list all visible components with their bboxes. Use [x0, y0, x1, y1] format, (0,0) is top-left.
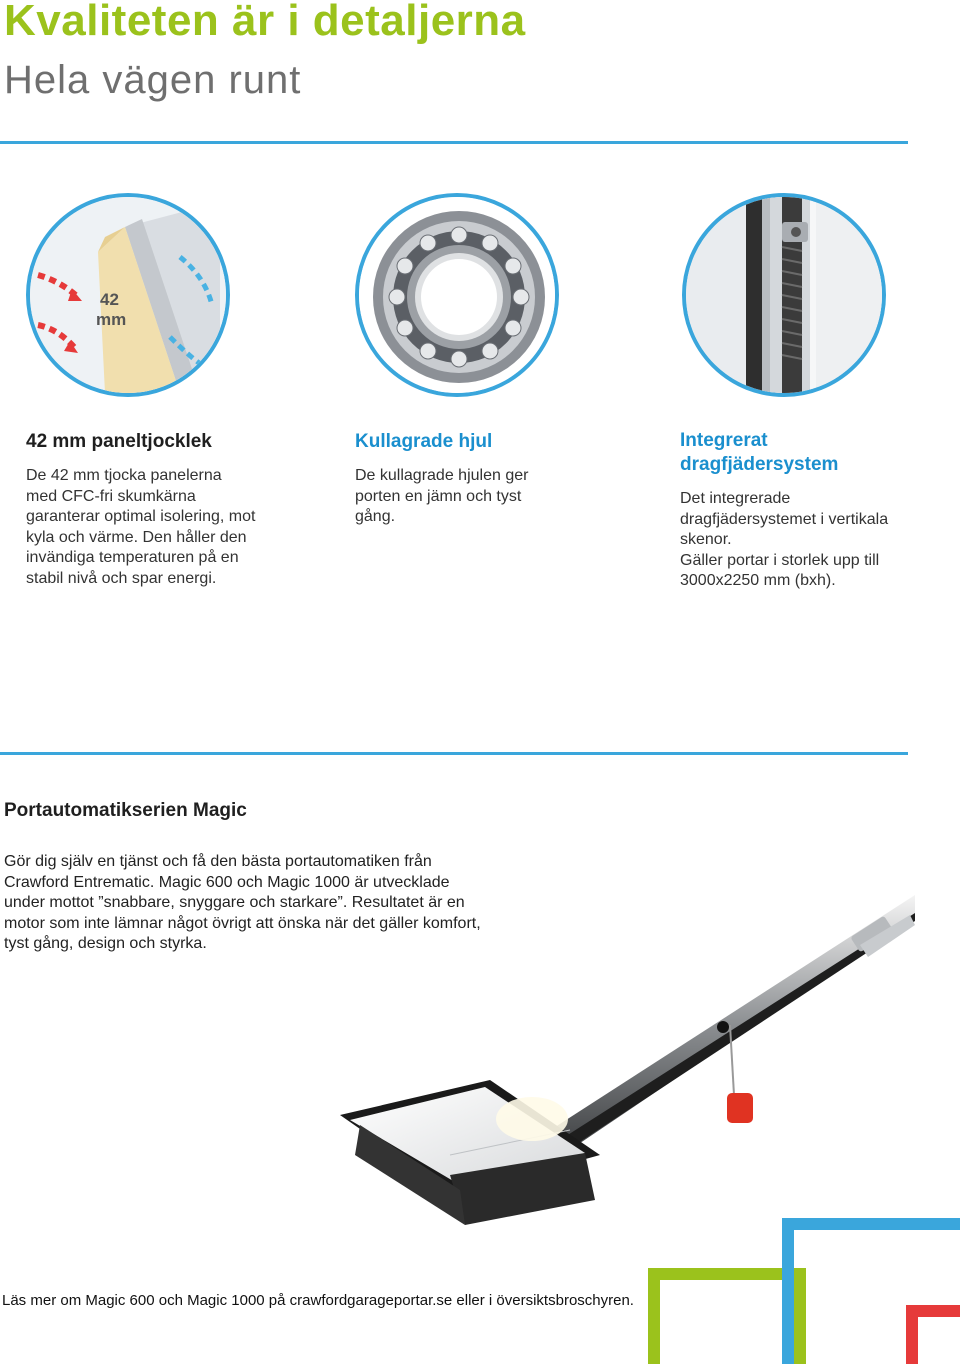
- feature-text-line: Det integrerade dragfjädersystemet i vertikala skenor.: [680, 490, 889, 548]
- top-divider: [0, 141, 908, 144]
- deco-blue-bar-top: [782, 1218, 960, 1230]
- feature-text-line: Gäller portar i storlek upp till 3000x2250 mm (bxh).: [680, 551, 880, 589]
- deco-green-bar-left: [648, 1268, 660, 1364]
- magic-heading: Portautomatikserien Magic: [4, 800, 247, 821]
- ball-bearing-image: [355, 193, 559, 397]
- panel-cross-section-icon: [30, 197, 226, 393]
- panel-cross-section-image: [26, 193, 230, 397]
- feature-text: [680, 489, 890, 592]
- panel-thickness-label-1: 42: [100, 290, 119, 309]
- deco-blue-bar-left: [782, 1218, 794, 1364]
- feature-text: De 42 mm tjocka panelerna med CFC-fri skumkärna garanterar optimal isolering, mot kyla och värme. Den håller den invändiga temperaturen på en stabil nivå och spar energi.: [26, 467, 256, 587]
- feature-panel-thickness: [26, 430, 256, 589]
- feature-text: De kullagrade hjulen ger porten en jämn och tyst gång.: [355, 467, 529, 525]
- deco-green-bar-right: [794, 1268, 806, 1364]
- feature-title: Kullagrade hjul: [355, 431, 493, 452]
- feature-title: Integrerat dragfjädersystem: [680, 430, 839, 475]
- feature-title: 42 mm paneltjocklek: [26, 431, 212, 452]
- tension-spring-image: [682, 193, 886, 397]
- tension-spring-icon: [686, 197, 882, 393]
- magic-text: Gör dig själv en tjänst och få den bästa portautomatiken från Crawford Entrematic. Magic 600 och Magic 1000 är utvecklade under mottot ”snabbare, snyggare och starkare”. Resultatet är en motor som inte lämnar något övrigt att önska när det gäller komfort, tyst gång, design och styrka.: [4, 853, 481, 952]
- footer-text: Läs mer om Magic 600 och Magic 1000 på crawfordgarageportar.se eller i översiktsbroschyren.: [2, 1292, 634, 1309]
- page-title: Kvaliteten är i detaljerna: [4, 0, 526, 45]
- feature-ball-bearings: [355, 430, 555, 528]
- feature-tension-spring: [680, 429, 890, 592]
- page-subtitle: Hela vägen runt: [4, 58, 302, 102]
- panel-thickness-label-2: mm: [96, 310, 127, 329]
- deco-red-bar-left: [906, 1305, 918, 1364]
- ball-bearing-icon: [359, 197, 555, 393]
- middle-divider: [0, 752, 908, 755]
